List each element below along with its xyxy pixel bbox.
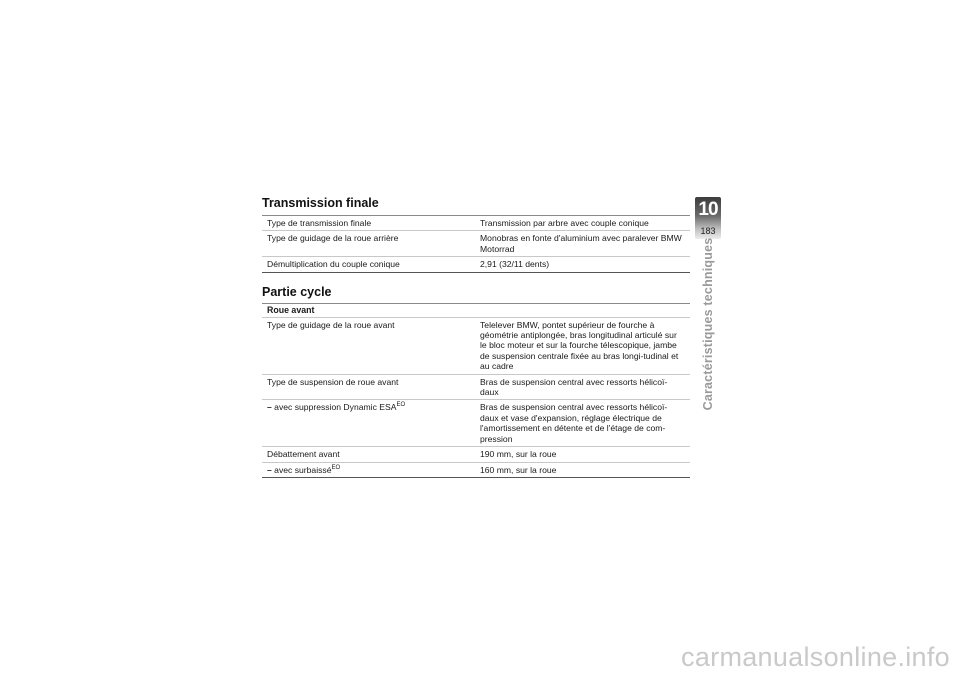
- spec-content: [262, 196, 690, 478]
- row-label: Débattement avant: [267, 449, 340, 460]
- table-row: [262, 318, 690, 375]
- chapter-tab: [695, 197, 721, 239]
- section-heading-transmission: Transmission finale: [262, 196, 379, 210]
- row-label: Type de guidage de la roue arrière: [267, 233, 399, 244]
- row-value: Monobras en fonte d'aluminium avec paralever BMW Motorrad: [480, 233, 682, 254]
- row-label-text: avec surbaissé: [271, 464, 332, 475]
- row-label-text: avec suppression Dynamic ESA: [271, 402, 397, 413]
- row-label: [262, 465, 476, 475]
- dash-bullet: –: [267, 402, 272, 413]
- table-row: [262, 257, 690, 271]
- option-superscript: EO: [396, 402, 406, 409]
- chapter-side-title: Caractéristiques techniques: [701, 237, 715, 411]
- row-label: Type de suspension de roue avant: [267, 376, 399, 387]
- row-label: Démultiplication du couple conique: [267, 259, 400, 270]
- row-label: Type de guidage de la roue avant: [267, 319, 395, 330]
- option-superscript: EO: [331, 464, 341, 471]
- row-value: Transmission par arbre avec couple conique: [480, 218, 649, 228]
- table-row: [262, 400, 690, 447]
- row-label: [262, 402, 476, 444]
- table-row: [262, 216, 690, 231]
- chapter-number: 10: [698, 199, 718, 220]
- table-row: [262, 447, 690, 462]
- subheading-front-wheel: Roue avant: [262, 304, 690, 318]
- cycle-table: [262, 303, 690, 478]
- row-label: Type de transmission finale: [267, 218, 372, 228]
- watermark: carmanualsonline.info: [681, 642, 950, 672]
- row-value: 190 mm, sur la roue: [480, 449, 557, 460]
- row-value: Bras de suspension central avec ressorts hélicoï-daux et vase d'expansion, réglage électrique de l'amortissement en détente et de l'étage de com-pression: [480, 402, 668, 444]
- page-number: 183: [700, 226, 716, 236]
- dash-bullet: –: [267, 464, 272, 475]
- table-row: [262, 463, 690, 477]
- row-value: 2,91 (32/11 dents): [480, 259, 550, 270]
- table-row: [262, 375, 690, 401]
- row-value: 160 mm, sur la roue: [480, 464, 557, 475]
- row-value: Bras de suspension central avec ressorts hélicoï-daux: [480, 376, 668, 398]
- transmission-table: [262, 215, 690, 273]
- section-heading-cycle: Partie cycle: [262, 284, 332, 299]
- row-value: Telelever BMW, pontet supérieur de fourche à géométrie antiplongée, bras longitudinal articulé sur le bloc moteur et sur la fourche télescopique, jambe de suspension centrale fixée au bras longi-tudinal et au cadre: [480, 319, 679, 372]
- table-row: [262, 231, 690, 257]
